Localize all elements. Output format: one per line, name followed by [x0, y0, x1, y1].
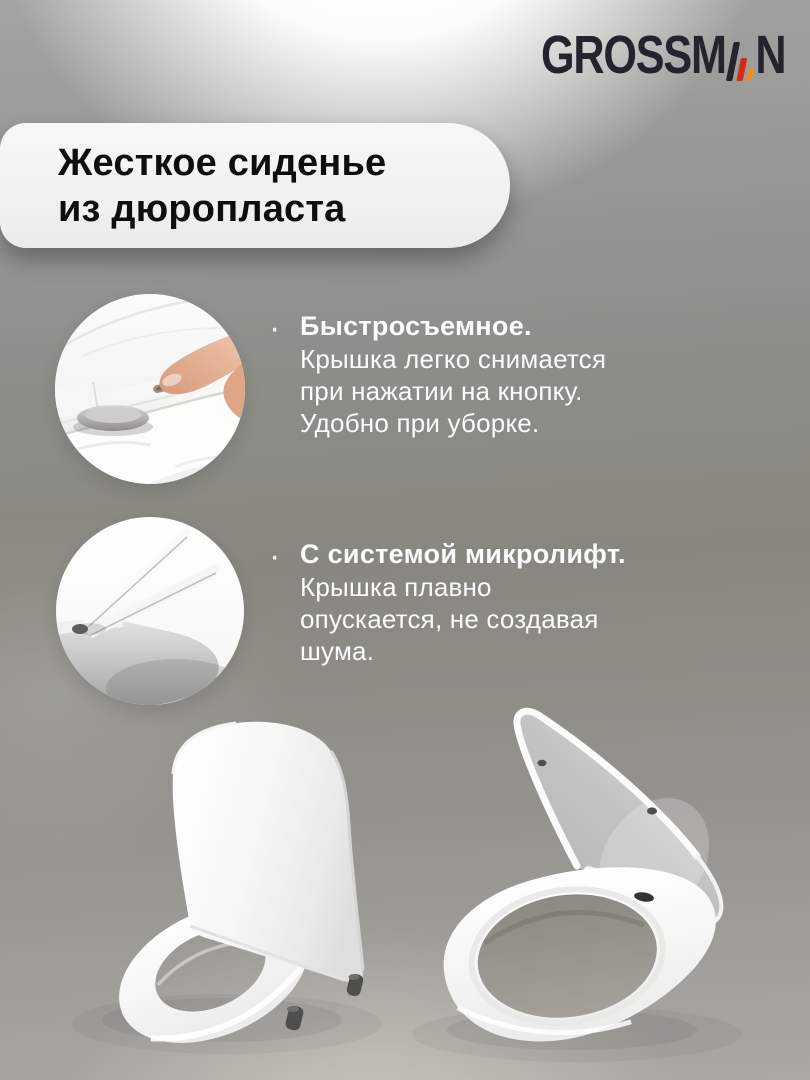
page-title-line-2: из дюропласта	[58, 187, 346, 230]
product-image-lid-raised	[62, 712, 412, 1080]
feature-2-heading: С системой микролифт.	[300, 539, 626, 569]
brand-logo-text-suffix: N	[755, 25, 786, 85]
title-card	[0, 123, 510, 248]
feature-2-line: Крышка плавно	[300, 572, 492, 602]
product-left-graphic	[62, 712, 412, 1080]
brand-logo-stylized-a-icon	[730, 42, 753, 81]
soft-close-photo-graphic	[56, 517, 244, 705]
brand-logo	[541, 24, 786, 85]
feature-2-bullet: ·	[269, 537, 281, 575]
product-right-graphic	[392, 698, 802, 1080]
feature-1-text	[300, 309, 606, 439]
feature-2-line: опускается, не создавая	[300, 604, 599, 634]
feature-1-bullet: ·	[269, 309, 281, 347]
feature-1-line: Удобно при уборке.	[300, 408, 540, 438]
product-image-lid-open	[392, 698, 802, 1080]
brand-logo-text-prefix: GROSSM	[541, 25, 726, 85]
page-title-line-1: Жесткое сиденье	[58, 141, 387, 184]
feature-1-line: Крышка легко снимается	[300, 344, 607, 374]
feature-2-line: шума.	[300, 636, 375, 666]
quick-release-button-photo	[55, 294, 245, 484]
feature-1-line: при нажатии на кнопку.	[300, 376, 583, 406]
soft-close-lid-photo	[56, 517, 244, 705]
quick-release-photo-graphic	[55, 294, 245, 484]
feature-2-text	[300, 537, 626, 667]
feature-1-heading: Быстросъемное.	[300, 311, 532, 341]
